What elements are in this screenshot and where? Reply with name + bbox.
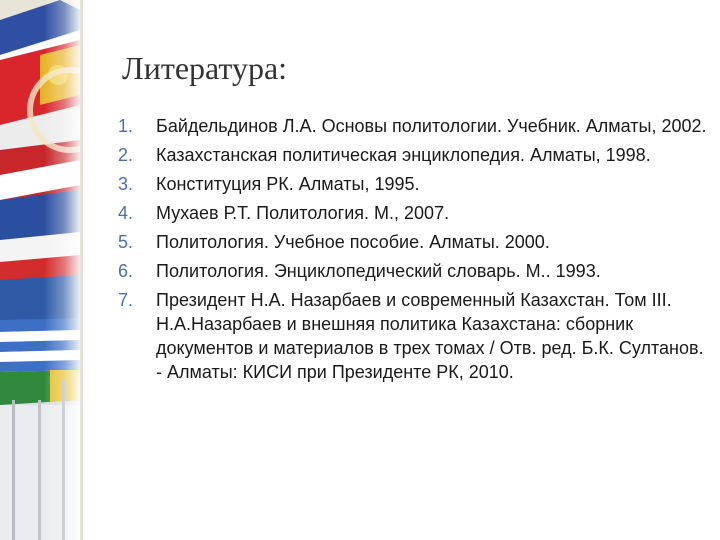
slide-title: Литература: <box>122 50 288 86</box>
reference-item <box>118 143 708 167</box>
references-list <box>118 114 708 389</box>
flags-fade <box>0 0 80 540</box>
reference-number: 2. <box>118 145 134 165</box>
reference-text: Конституция РК. Алматы, 1995. <box>156 174 420 194</box>
reference-text: Президент Н.А. Назарбаев и современный Казахстан. Том III. Н.А.Назарбаев и внешняя политика Казахстана: сборник документов и материалов в трех томах / Отв. ред. Б.К. Султанов. - Алматы: КИСИ при Президенте РК, 2010. <box>156 290 704 382</box>
reference-text: Политология. Энциклопедический словарь. М.. 1993. <box>156 261 601 281</box>
reference-item <box>118 288 708 384</box>
reference-number: 6. <box>118 261 134 281</box>
reference-number: 4. <box>118 203 134 223</box>
reference-item <box>118 201 708 225</box>
reference-number: 3. <box>118 174 134 194</box>
reference-text: Мухаев Р.Т. Политология. М., 2007. <box>156 203 450 223</box>
reference-text: Политология. Учебное пособие. Алматы. 2000. <box>156 232 550 252</box>
reference-item <box>118 114 708 138</box>
reference-text: Казахстанская политическая энциклопедия. Алматы, 1998. <box>156 145 651 165</box>
reference-text: Байдельдинов Л.А. Основы политологии. Учебник. Алматы, 2002. <box>156 116 707 136</box>
reference-item <box>118 259 708 283</box>
reference-item <box>118 230 708 254</box>
reference-item <box>118 172 708 196</box>
reference-number: 1. <box>118 116 134 136</box>
reference-number: 7. <box>118 290 134 310</box>
divider-line <box>80 0 83 540</box>
reference-number: 5. <box>118 232 134 252</box>
